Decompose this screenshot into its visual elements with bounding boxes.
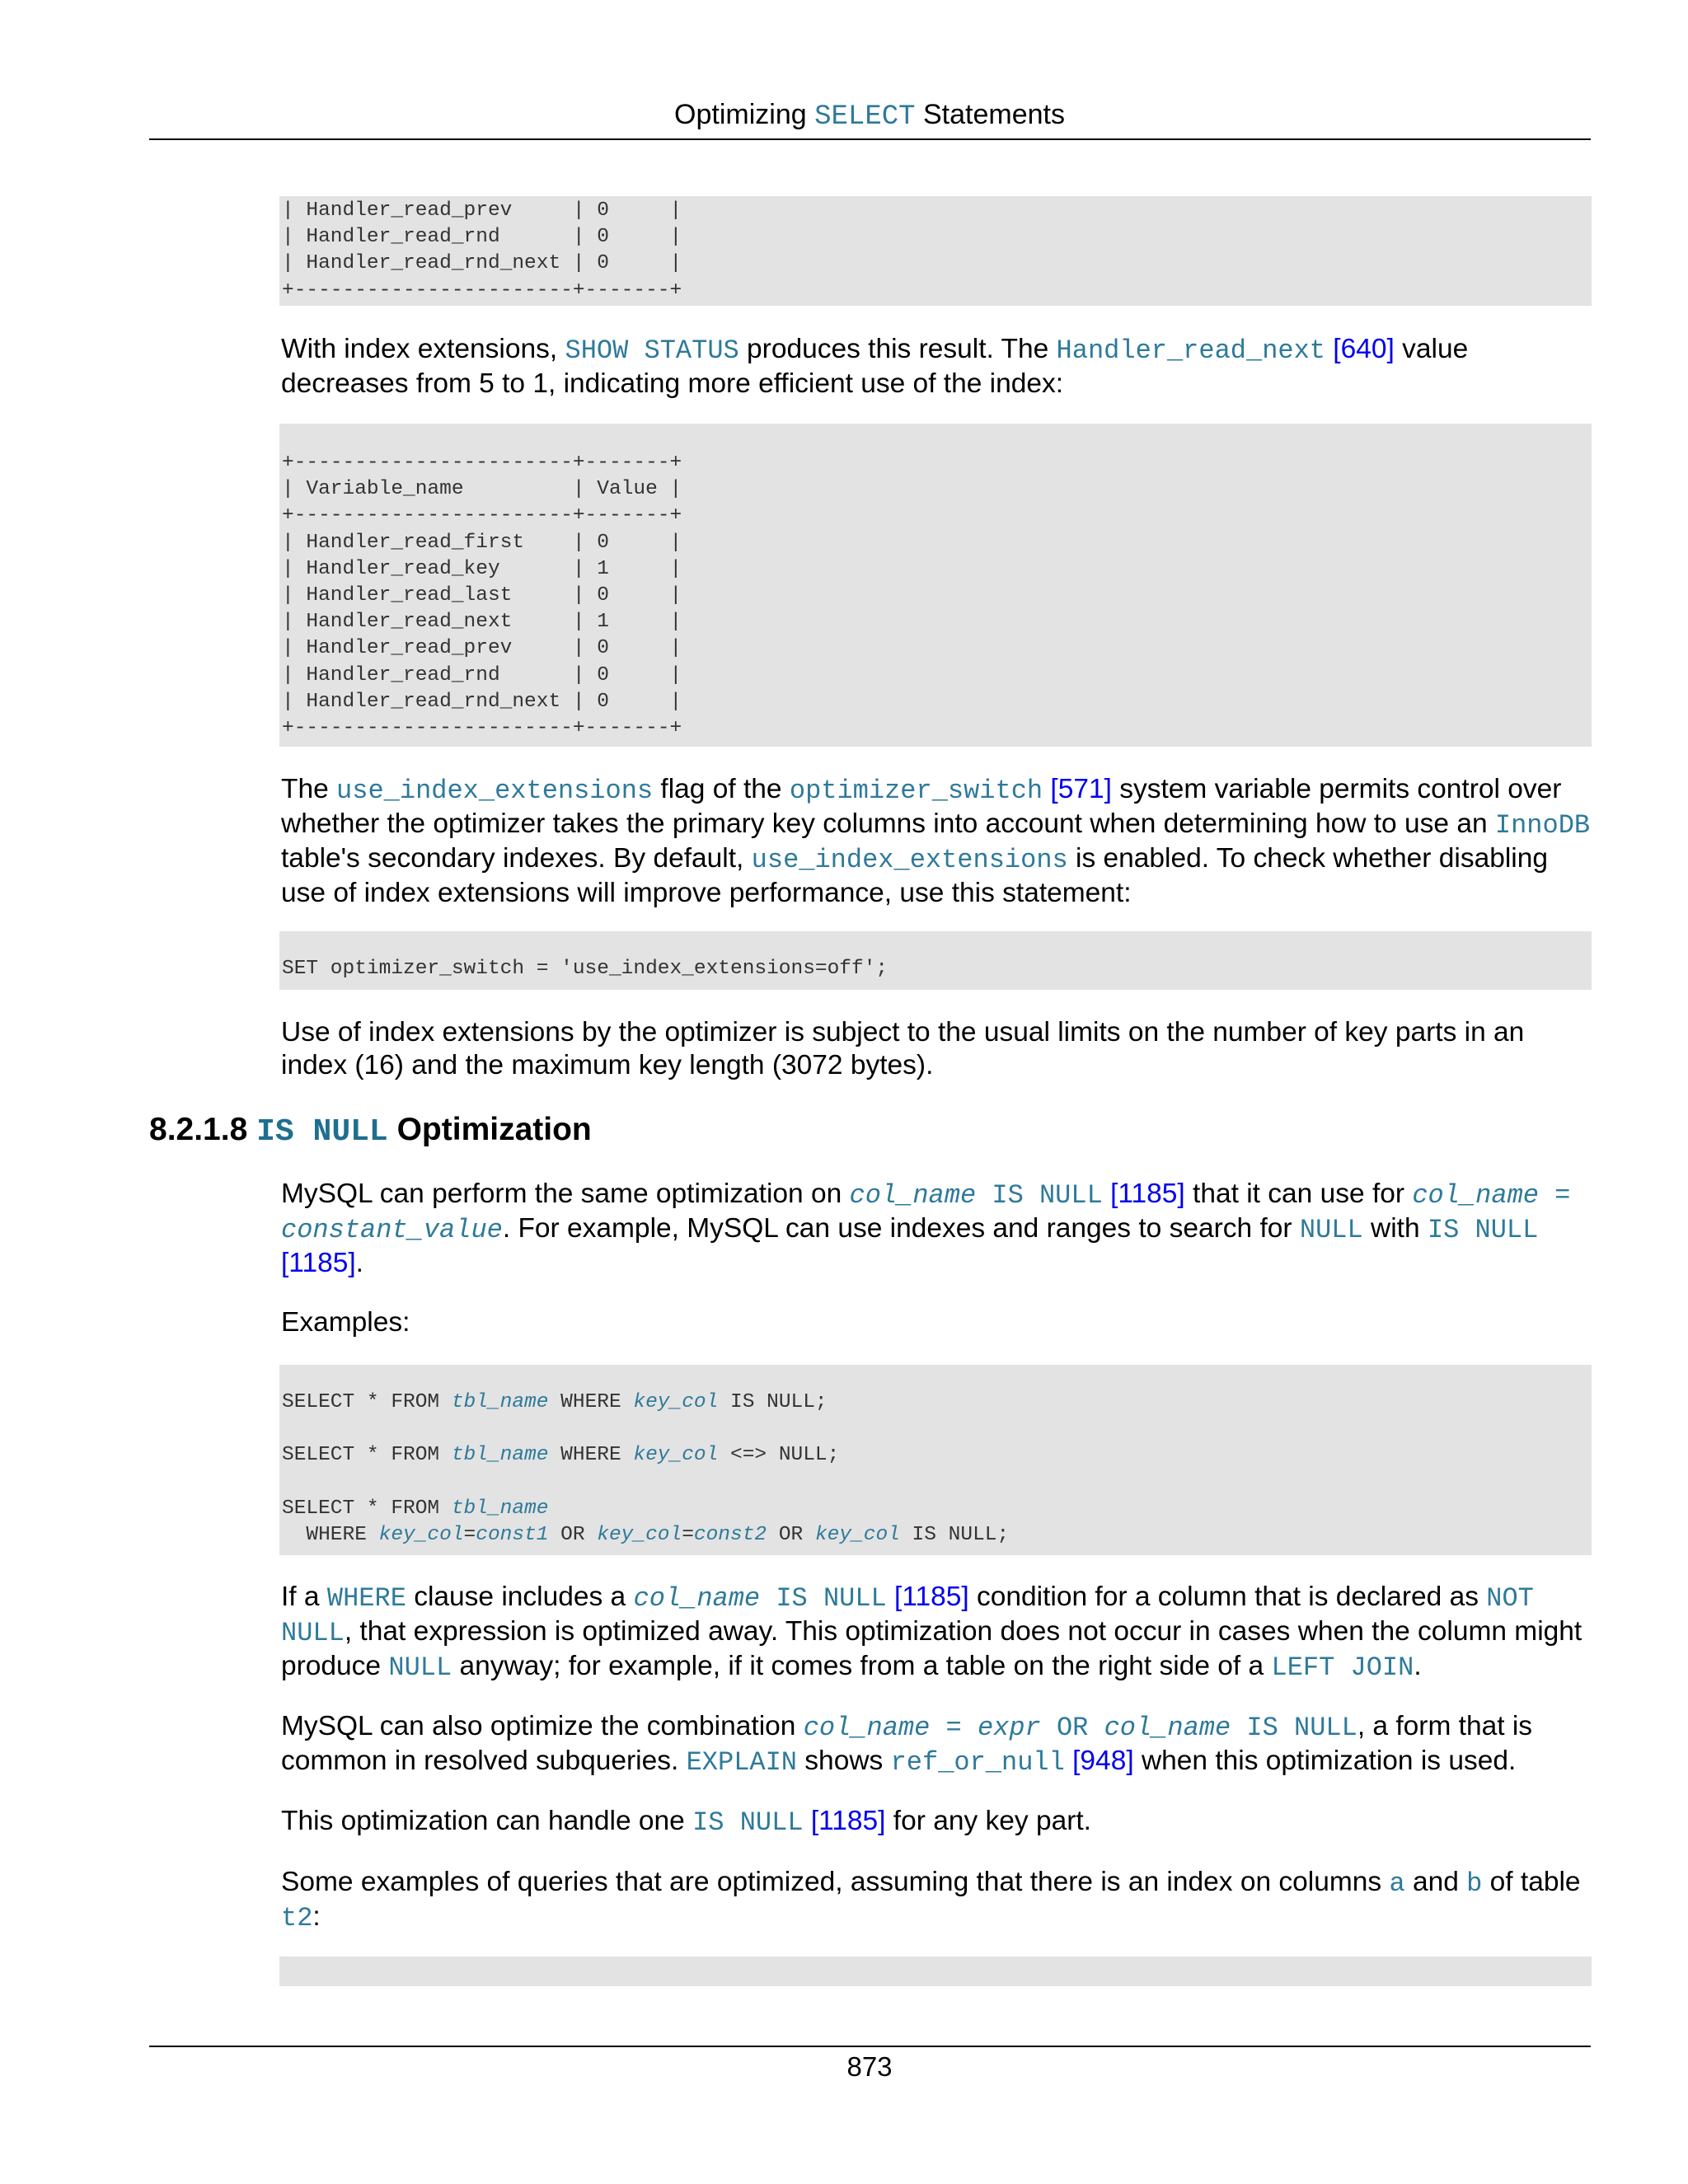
inline-code: OR	[1040, 1713, 1104, 1743]
inline-code: NULL	[1299, 1215, 1363, 1245]
inline-code: a	[1389, 1868, 1405, 1899]
code-text: +-----------------------+-------+ | Variable_name | Value | +-----------------------+-------+ | Handler_read_first | 0 | | Handler_read_key | 1 | | Handler_read_last | 0 | | Handler_read_next | 1 | | Handler_read_prev | 0 | | Handler_read_rnd | 0 | | Handler_read_rnd_next | 0 | +-----------------------+-------+	[282, 452, 682, 740]
code-block	[279, 196, 1592, 306]
inline-code: EXPLAIN	[686, 1747, 797, 1778]
code-text: SELECT * FROM tbl_name WHERE key_col IS NULL; SELECT * FROM tbl_name WHERE key_col <=> NULL; SELECT * FROM tbl_name WHERE key_col=const1 OR key_col=const2 OR key_col IS NULL;	[282, 1391, 1010, 1547]
paragraph: MySQL can perform the same optimization on col_name IS NULL [1185] that it can use for col_name = constant_value. For example, MySQL can use indexes and ranges to search for NULL with IS NULL [1185].	[281, 1179, 1571, 1278]
inline-code: t2	[281, 1903, 313, 1933]
code-text: | Handler_read_prev | 0 | | Handler_read_rnd | 0 | | Handler_read_rnd_next | 0 | +-----------------------+-------+	[282, 199, 682, 302]
header-rule	[149, 138, 1591, 140]
paragraph: This optimization can handle one IS NULL [1185] for any key part.	[281, 1806, 1091, 1838]
inline-code: Handler_read_next	[1056, 335, 1325, 366]
page-header	[0, 97, 1688, 134]
page-number: 873	[846, 2051, 893, 2082]
page-reference-link[interactable]: [1185]	[803, 1806, 886, 1836]
header-keyword: SELECT	[814, 101, 916, 133]
page-reference-link[interactable]: [571]	[1043, 774, 1112, 804]
page-reference-link[interactable]: [1185]	[281, 1248, 356, 1278]
page-reference-link[interactable]: [1185]	[886, 1582, 969, 1612]
inline-code: NOT NULL	[281, 1583, 1534, 1648]
code-block	[279, 931, 1592, 990]
inline-variable: constant_value	[281, 1215, 503, 1245]
inline-code: use_index_extensions	[336, 776, 654, 806]
inline-code: IS NULL	[976, 1180, 1103, 1211]
inline-variable: col_name	[1412, 1180, 1539, 1211]
inline-code: WHERE	[326, 1583, 406, 1614]
paragraph: Examples:	[281, 1307, 410, 1338]
page-reference-link[interactable]: [1185]	[1102, 1179, 1185, 1209]
inline-code: NULL	[388, 1652, 452, 1683]
inline-code: optimizer_switch	[789, 776, 1043, 806]
inline-code: =	[1538, 1180, 1571, 1211]
header-text-suffix: Statements	[915, 99, 1065, 130]
paragraph: Use of index extensions by the optimizer is subject to the usual limits on the number of key parts in an index (16) and the maximum key length (3072 bytes).	[281, 1017, 1525, 1080]
inline-variable: col_name	[803, 1713, 931, 1743]
inline-code: use_index_extensions	[751, 845, 1068, 875]
inline-code: =	[930, 1713, 978, 1743]
code-block	[279, 424, 1592, 747]
page-reference-link[interactable]: [640]	[1325, 334, 1395, 364]
footer-rule	[149, 2046, 1591, 2047]
inline-code: IS NULL	[692, 1807, 804, 1838]
inline-variable: col_name	[849, 1180, 977, 1211]
section-heading: 8.2.1.8 IS NULL Optimization	[149, 1112, 592, 1150]
inline-code: IS NULL	[760, 1583, 887, 1614]
inline-code: IS NULL	[1427, 1215, 1539, 1245]
inline-code: InnoDB	[1494, 810, 1591, 841]
inline-variable: col_name	[1104, 1713, 1231, 1743]
inline-code: LEFT JOIN	[1271, 1652, 1414, 1683]
inline-code: SHOW STATUS	[565, 335, 739, 366]
inline-code: IS NULL	[1231, 1713, 1357, 1743]
code-block	[279, 1365, 1592, 1555]
paragraph: With index extensions, SHOW STATUS produces this result. The Handler_read_next [640] value decreases from 5 to 1, indicating more efficient use of the index:	[281, 334, 1469, 399]
paragraph: The use_index_extensions flag of the optimizer_switch [571] system variable permits control over whether the optimizer takes the primary key columns into account when determining how to use an InnoDB table's secondary indexes. By default, use_index_extensions is enabled. To check whether disabling use of index extensions will improve performance, use this statement:	[281, 774, 1591, 908]
paragraph: MySQL can also optimize the combination col_name = expr OR col_name IS NULL, a form that is common in resolved subqueries. EXPLAIN shows ref_or_null [948] when this optimization is used.	[281, 1711, 1533, 1778]
paragraph: Some examples of queries that are optimized, assuming that there is an index on columns a and b of table t2:	[281, 1867, 1581, 1933]
inline-code: ref_or_null	[890, 1747, 1065, 1778]
inline-variable: expr	[977, 1713, 1041, 1743]
inline-variable: col_name	[633, 1583, 761, 1614]
header-text: Optimizing	[674, 99, 815, 130]
heading-keyword: IS NULL	[256, 1114, 388, 1150]
code-text: SET optimizer_switch = 'use_index_extensions=off';	[282, 958, 889, 980]
inline-code: b	[1466, 1868, 1483, 1899]
code-block	[279, 1957, 1592, 1986]
page-reference-link[interactable]: [948]	[1064, 1746, 1134, 1776]
paragraph: If a WHERE clause includes a col_name IS NULL [1185] condition for a column that is declared as NOT NULL, that expression is optimized away. This optimization does not occur in cases when the column might produce NULL anyway; for example, if it comes from a table on the right side of a LEFT JOIN.	[281, 1582, 1582, 1683]
